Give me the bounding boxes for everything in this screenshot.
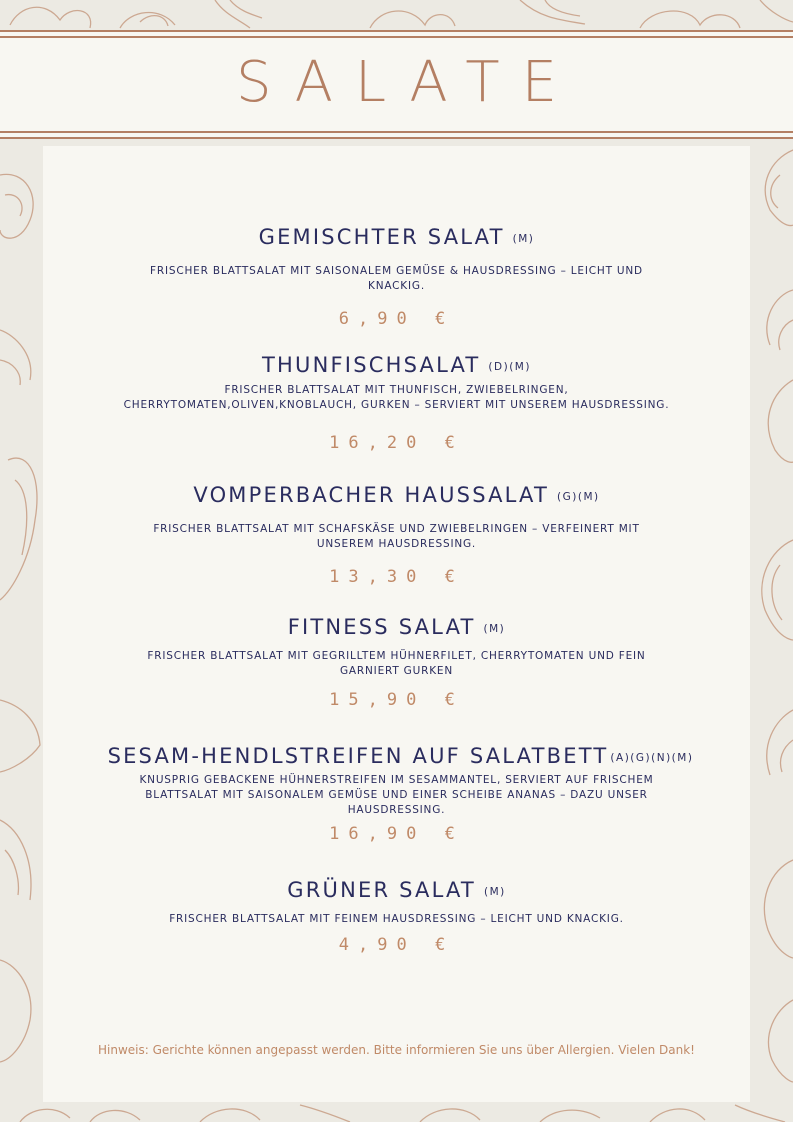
item-name-line [43,482,750,510]
title-top-rule [0,30,793,32]
item-name-line [43,877,750,905]
title-bottom-rule-inner [0,131,793,133]
item-description: FRISCHER BLATTSALAT MIT GEGRILLTEM HÜHNERFILET, CHERRYTOMATEN UND FEIN GARNIERT GURKEN [147,650,646,677]
item-price: 15,90 € [329,690,464,710]
item-name: FITNESS SALAT [287,615,476,639]
item-description: FRISCHER BLATTSALAT MIT SAISONALEM GEMÜSE & HAUSDRESSING – LEICHT UND KNACKIG. [150,265,643,292]
item-name: THUNFISCHSALAT [262,353,481,377]
item-price: 6,90 € [338,309,455,329]
allergy-note: Hinweis: Gerichte können angepasst werden. Bitte informieren Sie uns über Allergien. Vielen Dank! [97,1043,695,1057]
item-name-line [43,352,750,380]
item-name: SESAM-HENDLSTREIFEN AUF SALATBETT [107,744,609,768]
item-description: KNUSPRIG GEBACKENE HÜHNERSTREIFEN IM SESAMMANTEL, SERVIERT AUF FRISCHEM BLATTSALAT MIT SAISONALEM GEMÜSE UND EINER SCHEIBE ANANAS – DAZU UNSER HAUSDRESSING. [139,774,654,816]
title-bottom-rule [0,137,793,139]
item-description: FRISCHER BLATTSALAT MIT FEINEM HAUSDRESSING – LEICHT UND KNACKIG. [169,913,624,925]
item-name: VOMPERBACHER HAUSSALAT [193,483,550,507]
item-allergens: (M) [483,886,506,898]
item-allergens: (M) [483,623,506,635]
item-name: GEMISCHTER SALAT [258,225,505,249]
item-name-line [47,743,754,771]
item-name-line [43,614,750,642]
item-allergens: (A)(G)(N)(M) [610,752,694,764]
item-name: GRÜNER SALAT [287,878,476,902]
item-price: 13,30 € [329,567,464,587]
item-allergens: (M) [512,233,535,245]
item-price: 16,90 € [329,824,464,844]
item-allergens: (D)(M) [488,361,531,373]
title-top-rule-inner [0,36,793,38]
item-price: 4,90 € [338,935,455,955]
menu-title: SALATE [236,50,579,115]
item-description: FRISCHER BLATTSALAT MIT SCHAFSKÄSE UND ZWIEBELRINGEN – VERFEINERT MIT UNSEREM HAUSDRESSING. [153,523,640,550]
item-allergens: (G)(M) [557,491,600,503]
item-price: 16,20 € [329,433,464,453]
item-name-line [43,224,750,252]
item-description: FRISCHER BLATTSALAT MIT THUNFISCH, ZWIEBELRINGEN, CHERRYTOMATEN,OLIVEN,KNOBLAUCH, GURKEN – SERVIERT MIT UNSEREM HAUSDRESSING. [123,384,670,411]
